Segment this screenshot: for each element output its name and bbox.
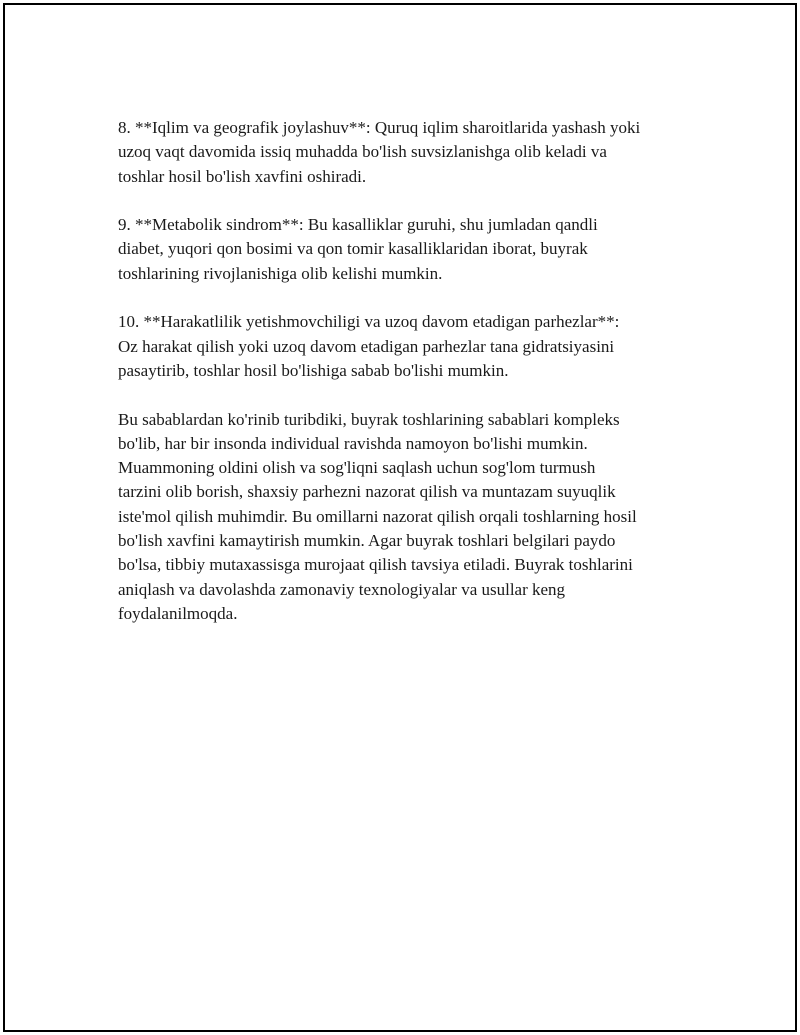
- paragraph-physical-inactivity: 10. **Harakatlilik yetishmovchiligi va uzoq davom etadigan parhezlar**: Oz harakat qilish yoki uzoq davom etadigan parhezlar tana gidratsiyasini pasaytirib, toshlar hosil bo'lishiga sabab bo'lishi mumkin.: [118, 312, 620, 380]
- paragraph-conclusion: Bu sabablardan ko'rinib turibdiki, buyrak toshlarining sabablari kompleks bo'lib, har bir insonda individual ravishda namoyon bo'lishi mumkin. Muammoning oldini olish va sog'liqni saqlash uchun sog'lom turmush tarzini olib borish, shaxsiy parhezni nazorat qilish va muntazam suyuqlik iste'mol qilish muhimdir. Bu omillarni nazorat qilish orqali toshlarning hosil bo'lish xavfini kamaytirish mumkin. Agar buyrak toshlari belgilari paydo bo'lsa, tibbiy mutaxassisga murojaat qilish tavsiya etiladi. Buyrak toshlarini aniqlash va davolashda zamonaviy texnologiyalar va usullar keng foydalanilmoqda.: [118, 409, 637, 623]
- document-body: [118, 116, 693, 651]
- paragraph-climate-geography: 8. **Iqlim va geografik joylashuv**: Quruq iqlim sharoitlarida yashash yoki uzoq vaqt davomida issiq muhadda bo'lish suvsizlanishga olib keladi va toshlar hosil bo'lish xavfini oshiradi.: [118, 118, 641, 186]
- paragraph-metabolic-syndrome: 9. **Metabolik sindrom**: Bu kasalliklar guruhi, shu jumladan qandli diabet, yuqori qon bosimi va qon tomir kasalliklaridan iborat, buyrak toshlarining rivojlanishiga olib kelishi mumkin.: [118, 215, 598, 283]
